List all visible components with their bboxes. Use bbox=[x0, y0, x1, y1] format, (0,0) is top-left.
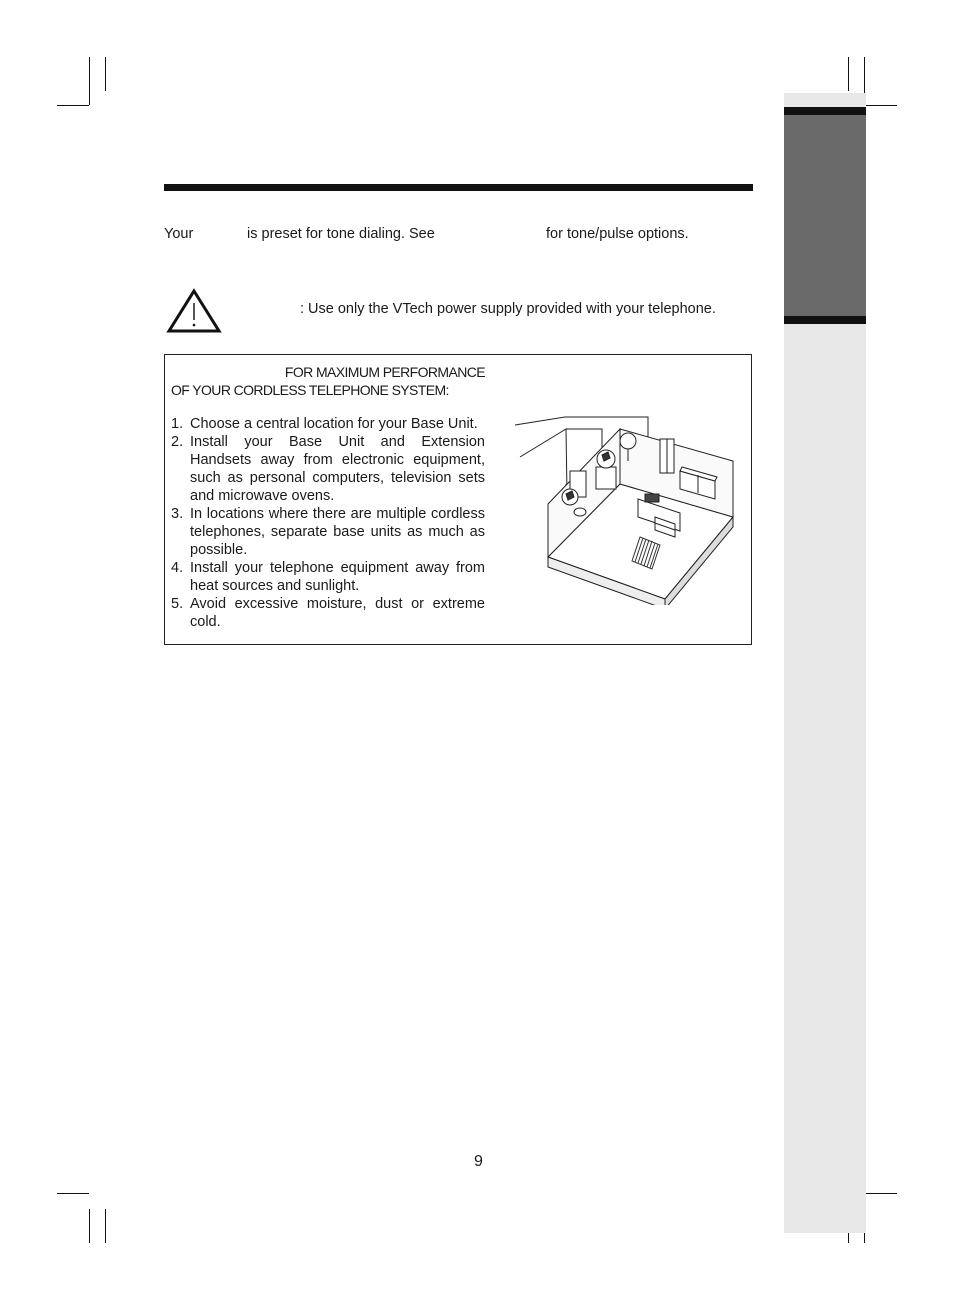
tips-heading-line: OF YOUR CORDLESS TELEPHONE SYSTEM: bbox=[171, 382, 449, 398]
crop-mark bbox=[864, 1193, 897, 1194]
warning-triangle-icon bbox=[166, 288, 222, 334]
list-number: 4. bbox=[171, 560, 184, 576]
list-text: In locations where there are multiple cordless telephones, separate base units as much as possible. bbox=[190, 506, 485, 558]
section-header-rule bbox=[164, 184, 753, 191]
crop-mark bbox=[89, 1209, 90, 1243]
list-text: Choose a central location for your Base Unit. bbox=[190, 416, 478, 432]
list-item bbox=[171, 433, 485, 505]
crop-mark bbox=[89, 57, 90, 105]
intro-text: is preset for tone dialing. See bbox=[247, 226, 435, 242]
list-number: 1. bbox=[171, 416, 184, 432]
list-number: 5. bbox=[171, 596, 184, 612]
list-text: Install your telephone equipment away from heat sources and sunlight. bbox=[190, 560, 485, 594]
tips-list bbox=[171, 415, 485, 631]
crop-mark bbox=[105, 1209, 106, 1243]
warning-text: : Use only the VTech power supply provided with your telephone. bbox=[300, 301, 716, 317]
page-number: 9 bbox=[474, 1153, 483, 1170]
tips-heading-line: FOR MAXIMUM PERFORMANCE bbox=[284, 364, 485, 380]
list-text: Install your Base Unit and Extension Handsets away from electronic equipment, such as personal computers, television sets and microwave ovens. bbox=[190, 434, 485, 504]
crop-mark bbox=[57, 105, 89, 106]
list-item bbox=[171, 415, 485, 433]
crop-mark bbox=[848, 57, 849, 91]
installation-tips-box bbox=[164, 354, 752, 645]
list-text: Avoid excessive moisture, dust or extreme cold. bbox=[190, 596, 485, 630]
intro-text: for tone/pulse options. bbox=[546, 226, 689, 242]
intro-text: Your bbox=[164, 226, 194, 242]
side-tab-bar bbox=[784, 316, 866, 324]
list-item bbox=[171, 505, 485, 559]
side-tab-marker bbox=[784, 107, 866, 323]
crop-mark bbox=[57, 1193, 89, 1194]
list-item bbox=[171, 559, 485, 595]
list-number: 2. bbox=[171, 434, 184, 450]
crop-mark bbox=[105, 57, 106, 91]
room-layout-illustration bbox=[510, 409, 745, 605]
list-item bbox=[171, 595, 485, 631]
tips-heading bbox=[171, 363, 485, 399]
side-tab-bar bbox=[784, 107, 866, 115]
list-number: 3. bbox=[171, 506, 184, 522]
crop-mark bbox=[864, 105, 897, 106]
